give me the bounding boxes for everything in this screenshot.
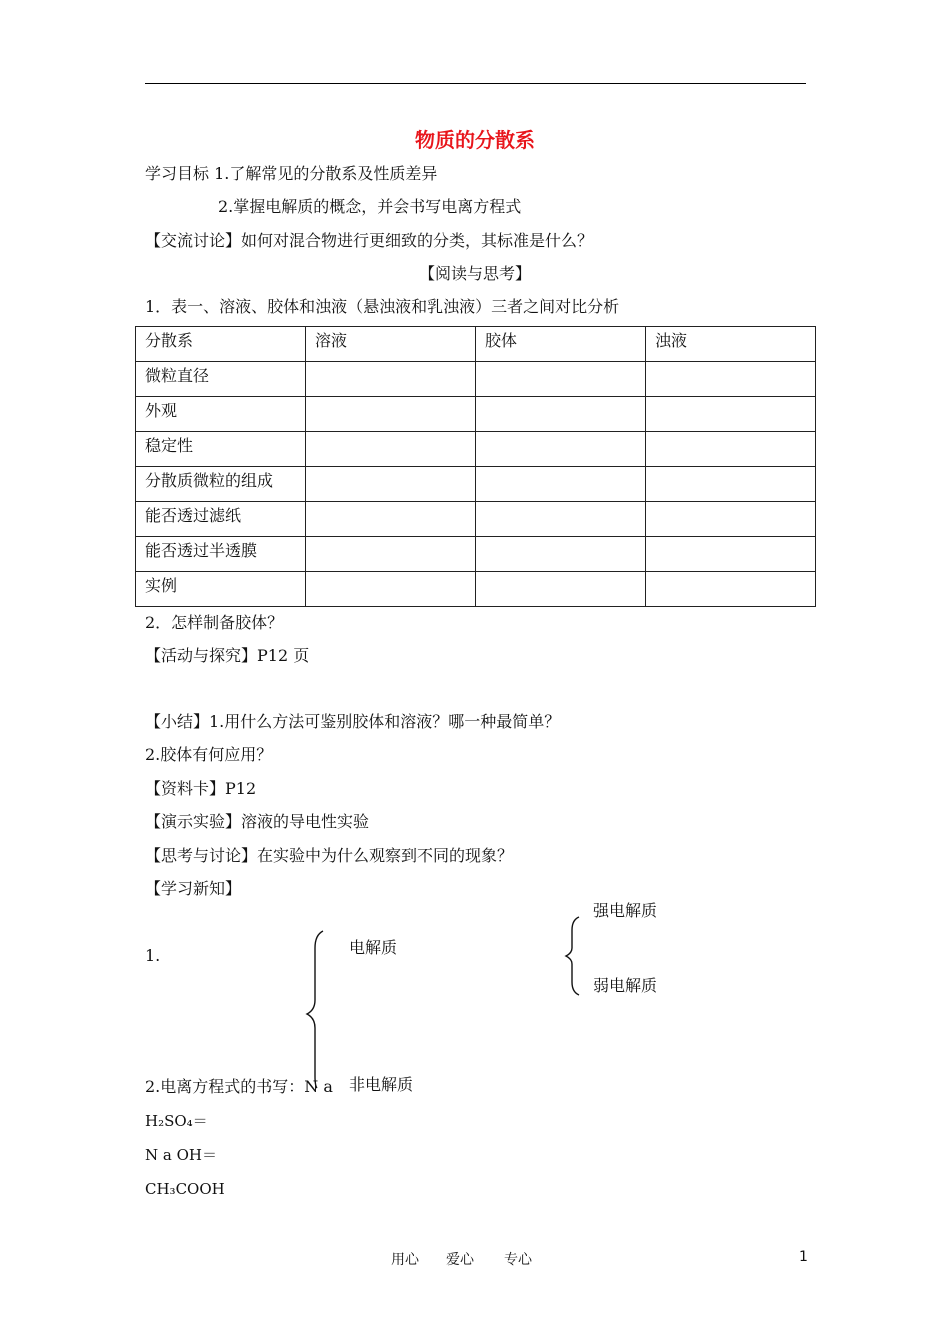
footer-word: 用心	[391, 1252, 419, 1268]
row-label: 外观	[136, 397, 306, 432]
row-label: 稳定性	[136, 432, 306, 467]
row-label: 实例	[136, 572, 306, 607]
objective-line-2: 2.掌握电解质的概念，并会书写电离方程式	[218, 197, 522, 216]
ch3cooh-equation: CH₃COOH	[145, 1180, 225, 1198]
table-intro: 1．表一、溶液、胶体和浊液（悬浊液和乳浊液）三者之间对比分析	[145, 297, 620, 316]
non-electrolyte-label: 非电解质	[349, 1075, 414, 1094]
h2so4-equation: H₂SO₄＝	[145, 1112, 208, 1130]
row-label: 分散质微粒的组成	[136, 467, 306, 502]
table-header-cell: 分散系	[136, 327, 306, 362]
footer-word: 专心	[504, 1252, 532, 1268]
footer-word: 爱心	[446, 1252, 474, 1268]
row-label: 能否透过滤纸	[136, 502, 306, 537]
new-knowledge-heading: 【学习新知】	[145, 879, 242, 898]
demo-line: 【演示实验】溶液的导电性实验	[145, 812, 370, 831]
summary-line-1: 【小结】1.用什么方法可鉴别胶体和溶液？哪一种最简单？	[145, 712, 561, 731]
page-number: 1	[799, 1249, 808, 1265]
reading-heading: 【阅读与思考】	[418, 264, 531, 283]
electrolyte-label: 电解质	[349, 938, 398, 957]
table-header-cell: 浊液	[646, 327, 816, 362]
row-label: 微粒直径	[136, 362, 306, 397]
summary-line-2: 2.胶体有何应用？	[145, 745, 273, 764]
objective-line-1: 学习目标 1.了解常见的分散系及性质差异	[145, 164, 438, 183]
naoh-equation: N a OH＝	[145, 1146, 217, 1164]
think-line: 【思考与讨论】在实验中为什么观察到不同的现象？	[145, 846, 514, 865]
discussion-prompt: 【交流讨论】如何对混合物进行更细致的分类，其标准是什么？	[145, 231, 594, 250]
equation-heading: 2.电离方程式的书写：N a	[145, 1077, 333, 1096]
question-2: 2．怎样制备胶体？	[145, 613, 284, 632]
small-brace	[566, 917, 579, 995]
table-header-cell: 溶液	[306, 327, 476, 362]
row-label: 能否透过半透膜	[136, 537, 306, 572]
page-title: 物质的分散系	[415, 128, 535, 152]
activity-line: 【活动与探究】P12 页	[145, 646, 310, 665]
large-brace	[307, 931, 323, 1088]
weak-electrolyte-label: 弱电解质	[593, 976, 658, 995]
diagram-number: 1.	[145, 946, 161, 965]
strong-electrolyte-label: 强电解质	[593, 901, 658, 920]
table-header-cell: 胶体	[476, 327, 646, 362]
data-card-line: 【资料卡】P12	[145, 779, 257, 798]
